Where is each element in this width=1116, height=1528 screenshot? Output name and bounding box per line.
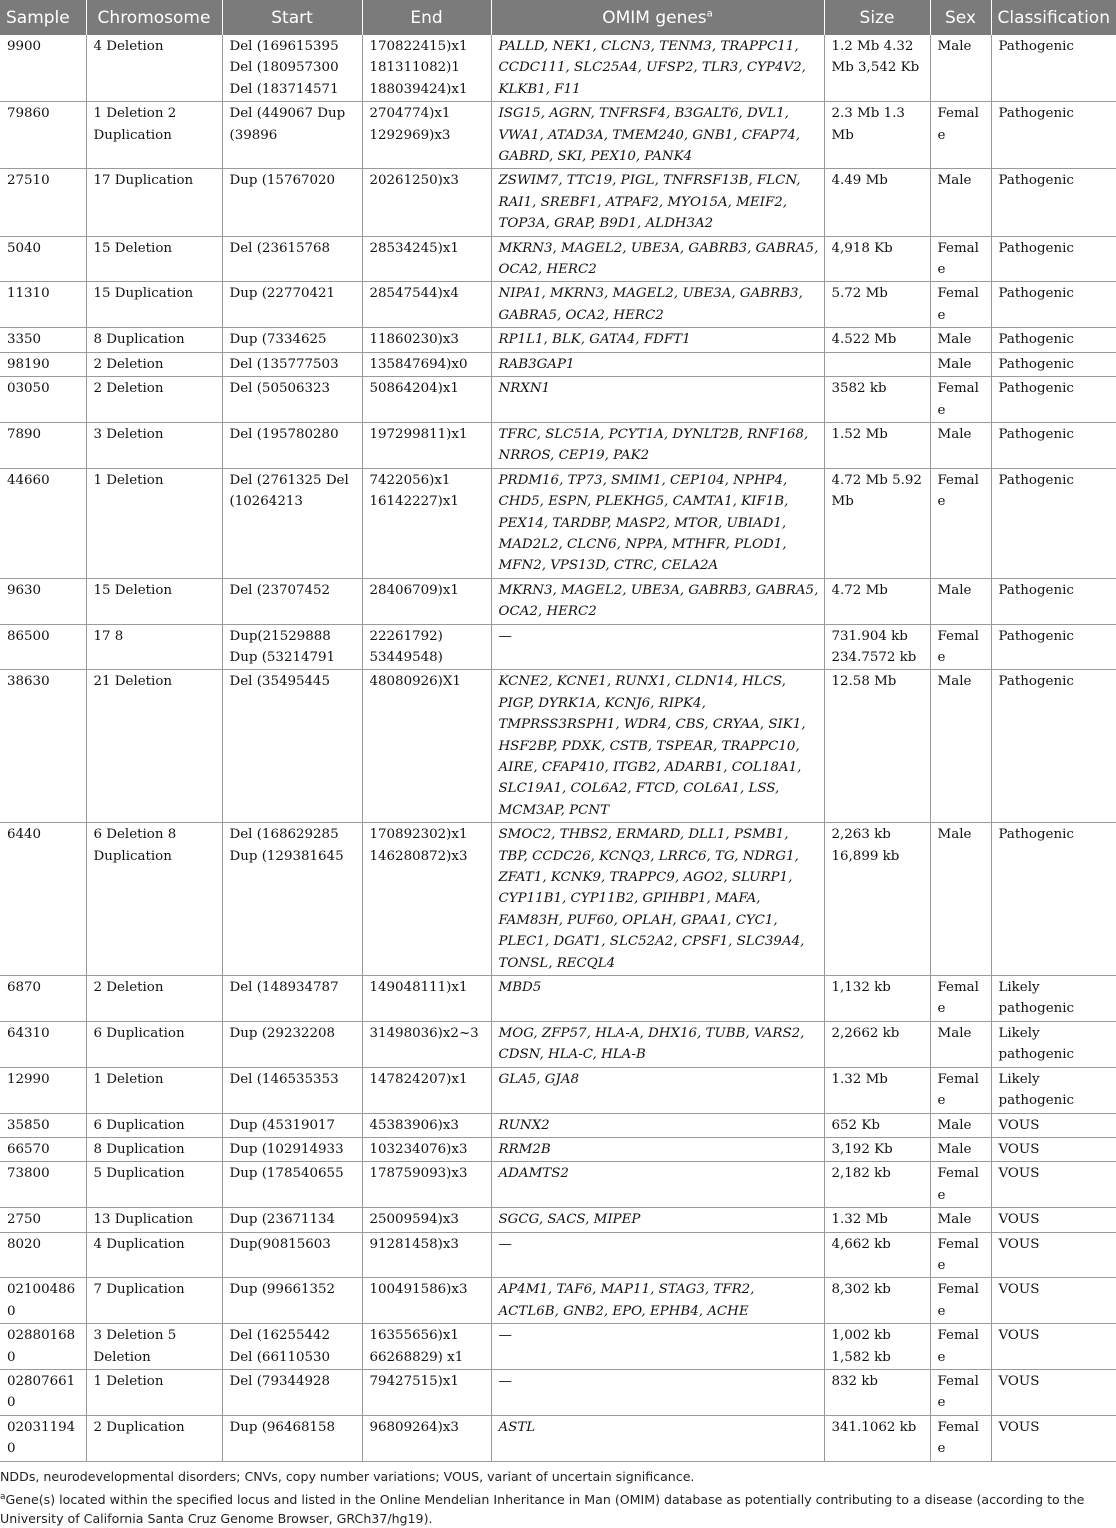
cell-end: 20261250)x3 xyxy=(362,169,491,236)
cell-sex: Male xyxy=(930,1113,991,1137)
header-chromosome: Chromosome xyxy=(86,0,222,35)
cell-start: Del (148934787 xyxy=(222,976,362,1022)
cell-chromosome: 4 Duplication xyxy=(86,1232,222,1278)
cell-sample: 27510 xyxy=(0,169,86,236)
cell-size: 1.52 Mb xyxy=(824,422,930,468)
cell-sample: 6440 xyxy=(0,823,86,976)
cell-size: 4.522 Mb xyxy=(824,328,930,352)
cell-end: 28406709)x1 xyxy=(362,578,491,624)
cell-sample: 9900 xyxy=(0,35,86,102)
cell-classification: Pathogenic xyxy=(991,578,1116,624)
cell-start: Del (2761325 Del (10264213 xyxy=(222,468,362,578)
table-row xyxy=(0,377,1116,423)
cell-end: 50864204)x1 xyxy=(362,377,491,423)
cell-start: Dup (45319017 xyxy=(222,1113,362,1137)
cell-size: 1.32 Mb xyxy=(824,1208,930,1232)
cell-classification: Likely pathogenic xyxy=(991,1021,1116,1067)
cell-sex: Female xyxy=(930,1232,991,1278)
table-row xyxy=(0,328,1116,352)
table-row xyxy=(0,352,1116,376)
cell-sample: 35850 xyxy=(0,1113,86,1137)
cell-start: Dup (29232208 xyxy=(222,1021,362,1067)
cell-sample: 66570 xyxy=(0,1137,86,1161)
cell-chromosome: 8 Duplication xyxy=(86,1137,222,1161)
cell-start: Dup (23671134 xyxy=(222,1208,362,1232)
table-header xyxy=(0,0,1116,35)
cell-end: 22261792) 53449548) xyxy=(362,624,491,670)
cell-classification: VOUS xyxy=(991,1113,1116,1137)
cell-start: Del (79344928 xyxy=(222,1369,362,1415)
cell-chromosome: 1 Deletion xyxy=(86,1369,222,1415)
cell-size: 3,192 Kb xyxy=(824,1137,930,1161)
cell-sample: 98190 xyxy=(0,352,86,376)
table-row xyxy=(0,578,1116,624)
cell-sex: Female xyxy=(930,282,991,328)
cell-omim-genes: — xyxy=(491,1324,824,1370)
cell-sex: Male xyxy=(930,1021,991,1067)
cell-end: 31498036)x2~3 xyxy=(362,1021,491,1067)
cell-chromosome: 2 Duplication xyxy=(86,1415,222,1461)
cell-sample: 028076610 xyxy=(0,1369,86,1415)
table-row xyxy=(0,1369,1116,1415)
cell-size: 2,182 kb xyxy=(824,1162,930,1208)
cell-omim-genes: SGCG, SACS, MIPEP xyxy=(491,1208,824,1232)
cell-end: 25009594)x3 xyxy=(362,1208,491,1232)
cell-omim-genes: GLA5, GJA8 xyxy=(491,1067,824,1113)
cell-size: 1.2 Mb 4.32 Mb 3,542 Kb xyxy=(824,35,930,102)
cell-size: 8,302 kb xyxy=(824,1278,930,1324)
cell-sample: 8020 xyxy=(0,1232,86,1278)
cell-classification: VOUS xyxy=(991,1278,1116,1324)
table-row xyxy=(0,823,1116,976)
cell-sex: Male xyxy=(930,1208,991,1232)
cell-sample: 3350 xyxy=(0,328,86,352)
cell-omim-genes: RUNX2 xyxy=(491,1113,824,1137)
cell-start: Del (195780280 xyxy=(222,422,362,468)
cell-end: 100491586)x3 xyxy=(362,1278,491,1324)
cell-classification: Pathogenic xyxy=(991,35,1116,102)
cell-sample: 2750 xyxy=(0,1208,86,1232)
cell-end: 197299811)x1 xyxy=(362,422,491,468)
cell-size: 1,002 kb 1,582 kb xyxy=(824,1324,930,1370)
cell-chromosome: 13 Duplication xyxy=(86,1208,222,1232)
cell-classification: VOUS xyxy=(991,1324,1116,1370)
cell-start: Dup (178540655 xyxy=(222,1162,362,1208)
cell-omim-genes: — xyxy=(491,1369,824,1415)
cell-size: 832 kb xyxy=(824,1369,930,1415)
table-row xyxy=(0,1278,1116,1324)
cell-end: 2704774)x1 1292969)x3 xyxy=(362,102,491,169)
cell-start: Del (35495445 xyxy=(222,670,362,823)
cell-sex: Female xyxy=(930,1324,991,1370)
cell-start: Dup (102914933 xyxy=(222,1137,362,1161)
cell-size: 1,132 kb xyxy=(824,976,930,1022)
cell-start: Dup(21529888 Dup (53214791 xyxy=(222,624,362,670)
cell-omim-genes: — xyxy=(491,624,824,670)
cell-chromosome: 17 Duplication xyxy=(86,169,222,236)
cell-chromosome: 1 Deletion xyxy=(86,468,222,578)
cell-end: 178759093)x3 xyxy=(362,1162,491,1208)
cell-start: Dup (7334625 xyxy=(222,328,362,352)
cell-omim-genes: RP1L1, BLK, GATA4, FDFT1 xyxy=(491,328,824,352)
cell-end: 96809264)x3 xyxy=(362,1415,491,1461)
cell-sex: Male xyxy=(930,578,991,624)
header-start: Start xyxy=(222,0,362,35)
header-omim-genes xyxy=(491,0,824,35)
table-row xyxy=(0,1232,1116,1278)
cell-sex: Male xyxy=(930,352,991,376)
omim-footnote-text: Gene(s) located within the specified locus and listed in the Online Mendelian Inheritance in Man (OMIM) database as potentially contributing to a disease (according to the University of California Santa Cruz Genome Browser, GRCh37/hg19). xyxy=(0,1492,1085,1526)
cell-end: 149048111)x1 xyxy=(362,976,491,1022)
cell-sex: Female xyxy=(930,976,991,1022)
cell-sex: Male xyxy=(930,670,991,823)
cell-classification: VOUS xyxy=(991,1369,1116,1415)
cell-sample: 6870 xyxy=(0,976,86,1022)
cell-end: 45383906)x3 xyxy=(362,1113,491,1137)
cell-sex: Female xyxy=(930,1162,991,1208)
cell-chromosome: 3 Deletion xyxy=(86,422,222,468)
cell-sex: Female xyxy=(930,1369,991,1415)
cell-sex: Female xyxy=(930,1067,991,1113)
cell-size: 652 Kb xyxy=(824,1113,930,1137)
table-row xyxy=(0,35,1116,102)
cell-end: 147824207)x1 xyxy=(362,1067,491,1113)
cell-classification: Pathogenic xyxy=(991,352,1116,376)
cell-start: Dup (99661352 xyxy=(222,1278,362,1324)
cell-omim-genes: RAB3GAP1 xyxy=(491,352,824,376)
header-sample: Sample xyxy=(0,0,86,35)
cell-omim-genes: MBD5 xyxy=(491,976,824,1022)
cell-sex: Female xyxy=(930,102,991,169)
cell-chromosome: 8 Duplication xyxy=(86,328,222,352)
cell-size: 2.3 Mb 1.3 Mb xyxy=(824,102,930,169)
cell-sex: Female xyxy=(930,377,991,423)
table-row xyxy=(0,1137,1116,1161)
cell-chromosome: 2 Deletion xyxy=(86,352,222,376)
cell-classification: Pathogenic xyxy=(991,670,1116,823)
cell-size: 4.72 Mb xyxy=(824,578,930,624)
cell-omim-genes: — xyxy=(491,1232,824,1278)
cell-omim-genes: SMOC2, THBS2, ERMARD, DLL1, PSMB1, TBP, CCDC26, KCNQ3, LRRC6, TG, NDRG1, ZFAT1, KCNK9, TRAPPC9, AGO2, SLURP1, CYP11B1, CYP11B2, GPIHBP1, MAFA, FAM83H, PUF60, OPLAH, GPAA1, CYC1, PLEC1, DGAT1, SLC52A2, CPSF1, SLC39A4, TONSL, RECQL4 xyxy=(491,823,824,976)
cell-chromosome: 6 Duplication xyxy=(86,1113,222,1137)
cell-end: 91281458)x3 xyxy=(362,1232,491,1278)
table-row xyxy=(0,1021,1116,1067)
cell-start: Del (16255442 Del (66110530 xyxy=(222,1324,362,1370)
cell-classification: Likely pathogenic xyxy=(991,976,1116,1022)
header-omim-genes-footnote-marker: a xyxy=(706,7,713,19)
cell-size: 4.72 Mb 5.92 Mb xyxy=(824,468,930,578)
cell-sex: Female xyxy=(930,468,991,578)
cell-chromosome: 2 Deletion xyxy=(86,377,222,423)
cell-start: Del (23707452 xyxy=(222,578,362,624)
cell-classification: Pathogenic xyxy=(991,468,1116,578)
cell-classification: Pathogenic xyxy=(991,422,1116,468)
cell-size: 1.32 Mb xyxy=(824,1067,930,1113)
cell-end: 170892302)x1 146280872)x3 xyxy=(362,823,491,976)
table-row xyxy=(0,1324,1116,1370)
cell-chromosome: 5 Duplication xyxy=(86,1162,222,1208)
cell-classification: Pathogenic xyxy=(991,102,1116,169)
cell-sample: 9630 xyxy=(0,578,86,624)
cell-start: Del (23615768 xyxy=(222,236,362,282)
cell-classification: Pathogenic xyxy=(991,169,1116,236)
cell-sample: 44660 xyxy=(0,468,86,578)
table-row xyxy=(0,422,1116,468)
cell-classification: Pathogenic xyxy=(991,328,1116,352)
cell-omim-genes: TFRC, SLC51A, PCYT1A, DYNLT2B, RNF168, NRROS, CEP19, PAK2 xyxy=(491,422,824,468)
cell-classification: VOUS xyxy=(991,1415,1116,1461)
cell-sample: 03050 xyxy=(0,377,86,423)
table-row xyxy=(0,1162,1116,1208)
cell-chromosome: 21 Deletion xyxy=(86,670,222,823)
cell-omim-genes: RRM2B xyxy=(491,1137,824,1161)
cell-chromosome: 4 Deletion xyxy=(86,35,222,102)
cell-sample: 73800 xyxy=(0,1162,86,1208)
cell-chromosome: 1 Deletion xyxy=(86,1067,222,1113)
cell-size: 4.49 Mb xyxy=(824,169,930,236)
header-size: Size xyxy=(824,0,930,35)
cell-start: Dup (22770421 xyxy=(222,282,362,328)
cell-end: 103234076)x3 xyxy=(362,1137,491,1161)
cell-start: Dup (96468158 xyxy=(222,1415,362,1461)
cell-size: 5.72 Mb xyxy=(824,282,930,328)
cell-sample: 7890 xyxy=(0,422,86,468)
cell-sex: Male xyxy=(930,823,991,976)
cell-sample: 79860 xyxy=(0,102,86,169)
cell-omim-genes: MKRN3, MAGEL2, UBE3A, GABRB3, GABRA5, OCA2, HERC2 xyxy=(491,236,824,282)
cell-start: Dup (15767020 xyxy=(222,169,362,236)
cell-end: 7422056)x1 16142227)x1 xyxy=(362,468,491,578)
cell-classification: Likely pathogenic xyxy=(991,1067,1116,1113)
cell-end: 170822415)x1 181311082)1 188039424)x1 xyxy=(362,35,491,102)
omim-footnote-marker: a xyxy=(0,1492,6,1503)
cell-omim-genes: NIPA1, MKRN3, MAGEL2, UBE3A, GABRB3, GABRA5, OCA2, HERC2 xyxy=(491,282,824,328)
cell-size: 2,263 kb 16,899 kb xyxy=(824,823,930,976)
cell-classification: Pathogenic xyxy=(991,236,1116,282)
cell-sample: 64310 xyxy=(0,1021,86,1067)
cell-end: 28534245)x1 xyxy=(362,236,491,282)
cell-start: Del (169615395 Del (180957300 Del (183714571 xyxy=(222,35,362,102)
cell-size xyxy=(824,352,930,376)
table-row xyxy=(0,236,1116,282)
header-end: End xyxy=(362,0,491,35)
cell-sex: Male xyxy=(930,169,991,236)
cell-chromosome: 17 8 xyxy=(86,624,222,670)
cell-chromosome: 1 Deletion 2 Duplication xyxy=(86,102,222,169)
cell-omim-genes: ADAMTS2 xyxy=(491,1162,824,1208)
cell-chromosome: 6 Duplication xyxy=(86,1021,222,1067)
cell-sex: Female xyxy=(930,236,991,282)
cell-sample: 028801680 xyxy=(0,1324,86,1370)
table-row xyxy=(0,282,1116,328)
header-sex: Sex xyxy=(930,0,991,35)
cell-start: Del (146535353 xyxy=(222,1067,362,1113)
cell-classification: Pathogenic xyxy=(991,624,1116,670)
cell-sample: 12990 xyxy=(0,1067,86,1113)
table-row xyxy=(0,169,1116,236)
cell-start: Del (135777503 xyxy=(222,352,362,376)
cell-start: Del (168629285 Dup (129381645 xyxy=(222,823,362,976)
cell-omim-genes: ZSWIM7, TTC19, PIGL, TNFRSF13B, FLCN, RAI1, SREBF1, ATPAF2, MYO15A, MEIF2, TOP3A, GRAP, B9D1, ALDH3A2 xyxy=(491,169,824,236)
cell-sample: 5040 xyxy=(0,236,86,282)
cell-sample: 020311940 xyxy=(0,1415,86,1461)
cell-chromosome: 15 Deletion xyxy=(86,578,222,624)
cell-chromosome: 3 Deletion 5 Deletion xyxy=(86,1324,222,1370)
cell-sex: Male xyxy=(930,35,991,102)
cell-start: Del (50506323 xyxy=(222,377,362,423)
cell-chromosome: 15 Deletion xyxy=(86,236,222,282)
cell-end: 48080926)X1 xyxy=(362,670,491,823)
cell-sex: Male xyxy=(930,422,991,468)
table-row xyxy=(0,624,1116,670)
table-row xyxy=(0,976,1116,1022)
cell-size: 341.1062 kb xyxy=(824,1415,930,1461)
omim-footnote xyxy=(0,1488,1112,1528)
cell-start: Dup(90815603 xyxy=(222,1232,362,1278)
cell-classification: Pathogenic xyxy=(991,282,1116,328)
header-classification: Classification xyxy=(991,0,1116,35)
cell-sex: Female xyxy=(930,1415,991,1461)
cell-chromosome: 15 Duplication xyxy=(86,282,222,328)
table-row xyxy=(0,1113,1116,1137)
cell-sex: Male xyxy=(930,328,991,352)
cell-start: Del (449067 Dup (39896 xyxy=(222,102,362,169)
cell-classification: VOUS xyxy=(991,1208,1116,1232)
cell-size: 3582 kb xyxy=(824,377,930,423)
cell-classification: Pathogenic xyxy=(991,377,1116,423)
cell-sample: 021004860 xyxy=(0,1278,86,1324)
cell-omim-genes: ISG15, AGRN, TNFRSF4, B3GALT6, DVL1, VWA1, ATAD3A, TMEM240, GNB1, CFAP74, GABRD, SKI, PEX10, PANK4 xyxy=(491,102,824,169)
cell-sex: Female xyxy=(930,1278,991,1324)
table-row xyxy=(0,1415,1116,1461)
cell-sample: 11310 xyxy=(0,282,86,328)
table-row xyxy=(0,1067,1116,1113)
cell-sex: Male xyxy=(930,1137,991,1161)
abbreviations-note: NDDs, neurodevelopmental disorders; CNVs, copy number variations; VOUS, variant of uncertain significance. xyxy=(0,1468,695,1484)
cell-sex: Female xyxy=(930,624,991,670)
table-row xyxy=(0,1208,1116,1232)
cell-end: 135847694)x0 xyxy=(362,352,491,376)
table-row xyxy=(0,670,1116,823)
cell-omim-genes: MKRN3, MAGEL2, UBE3A, GABRB3, GABRA5, OCA2, HERC2 xyxy=(491,578,824,624)
cell-classification: VOUS xyxy=(991,1162,1116,1208)
table-row xyxy=(0,468,1116,578)
cell-omim-genes: ASTL xyxy=(491,1415,824,1461)
cell-classification: VOUS xyxy=(991,1137,1116,1161)
cell-end: 11860230)x3 xyxy=(362,328,491,352)
cell-sample: 38630 xyxy=(0,670,86,823)
cell-size: 2,2662 kb xyxy=(824,1021,930,1067)
cell-omim-genes: PALLD, NEK1, CLCN3, TENM3, TRAPPC11, CCDC111, SLC25A4, UFSP2, TLR3, CYP4V2, KLKB1, F11 xyxy=(491,35,824,102)
cell-sample: 86500 xyxy=(0,624,86,670)
cell-classification: Pathogenic xyxy=(991,823,1116,976)
cell-size: 4,918 Kb xyxy=(824,236,930,282)
cell-omim-genes: PRDM16, TP73, SMIM1, CEP104, NPHP4, CHD5, ESPN, PLEKHG5, CAMTA1, KIF1B, PEX14, TARDBP, MASP2, MTOR, UBIAD1, MAD2L2, CLCN6, NPPA, MTHFR, PLOD1, MFN2, VPS13D, CTRC, CELA2A xyxy=(491,468,824,578)
cell-end: 16355656)x1 66268829) x1 xyxy=(362,1324,491,1370)
cell-classification: VOUS xyxy=(991,1232,1116,1278)
cell-size: 4,662 kb xyxy=(824,1232,930,1278)
cell-omim-genes: MOG, ZFP57, HLA-A, DHX16, TUBB, VARS2, CDSN, HLA-C, HLA-B xyxy=(491,1021,824,1067)
table-footnotes xyxy=(0,1462,1116,1528)
cell-size: 12.58 Mb xyxy=(824,670,930,823)
header-omim-genes-label: OMIM genes xyxy=(602,7,707,28)
cell-end: 28547544)x4 xyxy=(362,282,491,328)
table-body xyxy=(0,35,1116,1461)
cell-omim-genes: NRXN1 xyxy=(491,377,824,423)
cell-end: 79427515)x1 xyxy=(362,1369,491,1415)
header-row xyxy=(0,0,1116,35)
cell-size: 731.904 kb 234.7572 kb xyxy=(824,624,930,670)
cell-chromosome: 2 Deletion xyxy=(86,976,222,1022)
cell-chromosome: 6 Deletion 8 Duplication xyxy=(86,823,222,976)
cell-omim-genes: KCNE2, KCNE1, RUNX1, CLDN14, HLCS, PIGP, DYRK1A, KCNJ6, RIPK4, TMPRSS3RSPH1, WDR4, CBS, CRYAA, SIK1, HSF2BP, PDXK, CSTB, TSPEAR, TRAPPC10, AIRE, CFAP410, ITGB2, ADARB1, COL18A1, SLC19A1, COL6A2, FTCD, COL6A1, LSS, MCM3AP, PCNT xyxy=(491,670,824,823)
cell-chromosome: 7 Duplication xyxy=(86,1278,222,1324)
table-row xyxy=(0,102,1116,169)
cell-omim-genes: AP4M1, TAF6, MAP11, STAG3, TFR2, ACTL6B, GNB2, EPO, EPHB4, ACHE xyxy=(491,1278,824,1324)
